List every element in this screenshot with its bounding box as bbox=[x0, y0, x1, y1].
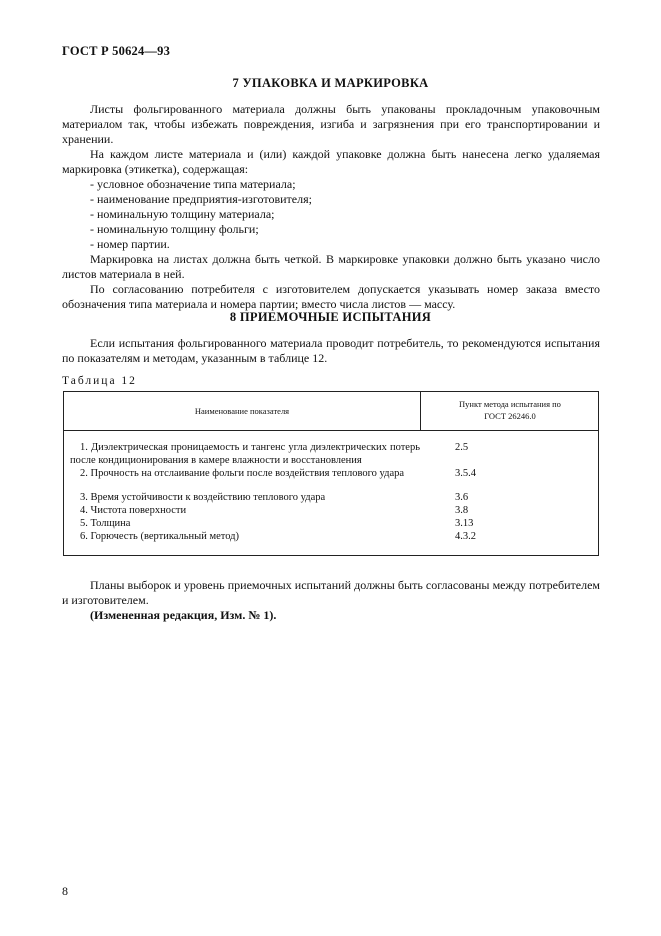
list-item: - наименование предприятия-изготовителя; bbox=[62, 192, 600, 207]
row-method: 3.13 bbox=[455, 518, 474, 529]
row-indicator: 4. Чистота поверхности bbox=[80, 505, 187, 516]
column-header-method-line1: Пункт метода испытания по bbox=[459, 399, 561, 409]
row-method: 3.6 bbox=[455, 492, 469, 503]
column-header-method bbox=[421, 398, 599, 422]
marking-clarity-paragraph: Маркировка на листах должна быть четкой. В маркировке упаковки должно быть указано число листов материала в ней. bbox=[62, 252, 600, 281]
page-number: 8 bbox=[62, 884, 68, 898]
row-method: 4.3.2 bbox=[455, 531, 476, 542]
marking-list bbox=[62, 177, 600, 252]
header-rule bbox=[64, 430, 598, 431]
row-method: 3.8 bbox=[455, 505, 469, 516]
column-header-method-line2: ГОСТ 26246.0 bbox=[484, 411, 536, 421]
table-caption: Таблица 12 bbox=[62, 375, 137, 387]
row-indicator: 5. Толщина bbox=[80, 518, 131, 529]
row-indicator: 2. Прочность на отслаивание фольги после воздействия теплового удара bbox=[80, 468, 405, 479]
section-8-closing bbox=[62, 578, 600, 623]
amendment-note: (Измененная редакция, Изм. № 1). bbox=[90, 608, 277, 622]
acceptance-paragraph: Если испытания фольгированного материала проводит потребитель, то рекомендуются испытания по показателям и методам, указанным в таблице 12. bbox=[62, 336, 600, 365]
list-item: - номер партии. bbox=[62, 237, 600, 252]
row-method: 3.5.4 bbox=[455, 468, 476, 479]
table-12 bbox=[63, 391, 599, 556]
section-8-title: 8 ПРИЕМОЧНЫЕ ИСПЫТАНИЯ bbox=[229, 310, 432, 324]
list-item: - номинальную толщину фольги; bbox=[62, 222, 600, 237]
row-method: 2.5 bbox=[455, 442, 469, 453]
section-8-intro bbox=[62, 336, 600, 366]
list-item: - номинальную толщину материала; bbox=[62, 207, 600, 222]
packaging-paragraph: Листы фольгированного материала должны быть упакованы прокладочным упаковочным материалом так, чтобы избежать повреждения, изгиба и загрязнения при его транспортировании и хранении. bbox=[62, 102, 600, 146]
section-7-body bbox=[62, 102, 600, 312]
agreement-paragraph: По согласованию потребителя с изготовителем допускается указывать номер заказа вместо обозначения типа материала и номера партии; вместо числа листов — массу. bbox=[62, 282, 600, 311]
list-item: - условное обозначение типа материала; bbox=[62, 177, 600, 192]
document-code: ГОСТ Р 50624—93 bbox=[62, 44, 171, 58]
row-indicator: 3. Время устойчивости к воздействию теплового удара bbox=[80, 492, 326, 503]
row-indicator: 6. Горючесть (вертикальный метод) bbox=[80, 531, 240, 542]
marking-paragraph: На каждом листе материала и (или) каждой упаковке должна быть нанесена легко удаляемая маркировка (этикетка), содержащая: bbox=[62, 147, 600, 176]
row-indicator: 1. Диэлектрическая проницаемость и тангенс угла диэлектрических потерь после кондиционирования в камере влажности и восстановления bbox=[70, 442, 420, 466]
column-header-indicator: Наименование показателя bbox=[194, 406, 290, 416]
sampling-paragraph: Планы выборок и уровень приемочных испытаний должны быть согласованы между потребителем и изготовителем. bbox=[62, 578, 600, 607]
section-7-title: 7 УПАКОВКА И МАРКИРОВКА bbox=[232, 76, 429, 90]
